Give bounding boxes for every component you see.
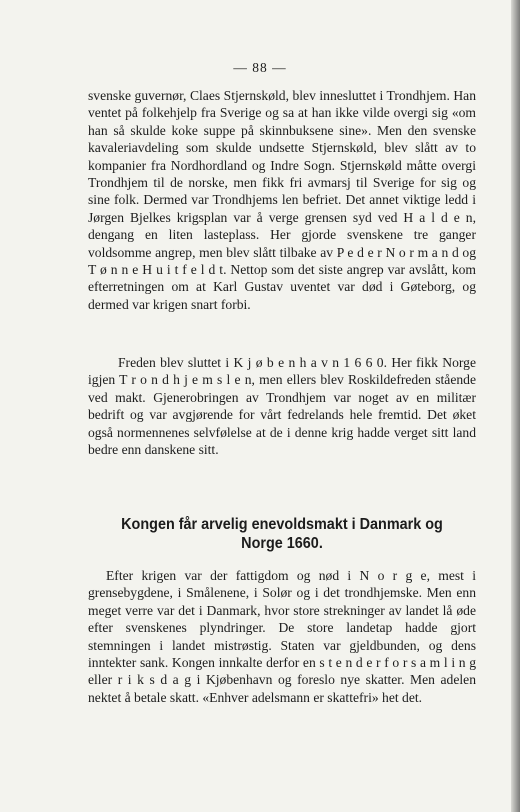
paragraph-2: Freden blev sluttet i K j ø b e n h a v n 1 6 6 0. Her fikk Norge igjen T r o n d h j e m s l e n, men ellers blev Roskildefreden stående ved makt. Gjenerobringen av Trondhjem var noget av en militær bedrift og var avgjørende for vårt fedrelands hele fremtid. Det øket også normennenes selvfølelse at de i denne krig hadde verget sitt land bedre enn danskene sitt. [88, 355, 476, 458]
section-heading: Kongen får arvelig enevoldsmakt i Danmark og Norge 1660. [121, 516, 443, 552]
page-number: — 88 — [233, 60, 287, 75]
paragraph-1: svenske guvernør, Claes Stjernskøld, blev innesluttet i Trondhjem. Han ventet på folkehjelp fra Sverige og sa at han ikke vilde overgi sig «om han så skulde koke suppe på skinnbuksene sine». Men den svenske kavaleriavdeling som skulde undsette Stjernskøld, blev slått av to kompanier fra Nordhordland og Indre Sogn. Stjernskøld måtte overgi Trondhjem til de norske, men fikk fri avmarsj til Sverige for sig og sine folk. Dermed var Trondhjems len befriet. Det annet viktige ledd i Jørgen Bjelkes krigsplan var å verge grensen syd ved H a l d e n, dengang en liten lasteplass. Her gjorde svenskene tre ganger voldsomme angrep, men blev slått tilbake av P e d e r N o r m a n d og T ø n n e H u i t f e l d t. Nettop som det siste angrep var avslått, kom efterretningen om at Karl Gustav uventet var død i Gøteborg, og dermed var krigen snart forbi. [88, 88, 476, 312]
paragraph-3: Efter krigen var der fattigdom og nød i N o r g e, mest i grensebygdene, i Smålenene, i Solør og i det trondhjemske. Men enn meget verre var det i Danmark, hvor store strekninger av landet lå øde efter svenskenes plyndringer. De store landetap hadde gjort stemningen i landet mistrøstig. Staten var gjeldbunden, og dens inntekter sank. Kongen innkalte derfor en s t e n d e r f o r s a m l i n g eller r i k s d a g i Kjøbenhavn og foreslo nye skatter. Men adelen nektet å betale skatt. «Enhver adelsmann er skattefri» het det. [88, 568, 476, 705]
page-edge-shadow [511, 0, 520, 812]
